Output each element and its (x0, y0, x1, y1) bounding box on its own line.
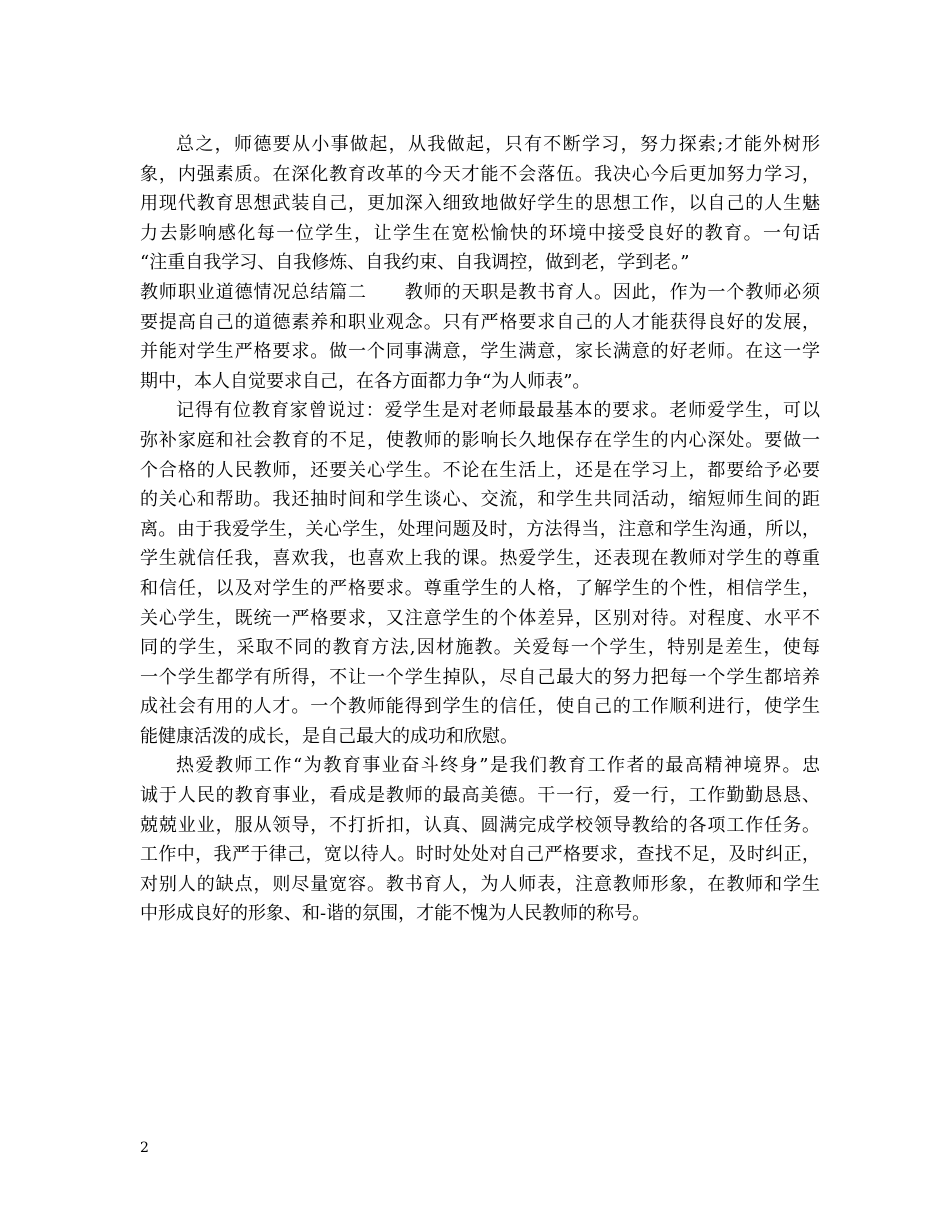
text-line: 成社会有用的人才。一个教师能得到学生的信任，使自己的工作顺利进行，使学生 (140, 696, 820, 718)
text-line: 并能对学生严格要求。做一个同事满意，学生满意，家长满意的好老师。在这一学 (140, 341, 820, 363)
text-line: 关心学生，既统一严格要求，又注意学生的个体差异，区别对待。对程度、水平不 (140, 607, 820, 629)
text-line: 工作中，我严于律己，宽以待人。时时处处对自己严格要求，查找不足，及时纠正， (140, 844, 820, 866)
body-text (140, 130, 820, 929)
text-line: 个合格的人民教师，还要关心学生。不论在生活上，还是在学习上，都要给予必要 (140, 459, 820, 481)
text-line: 期中，本人自觉要求自己，在各方面都力争“为人师表”。 (140, 370, 591, 392)
text-line: 同的学生，采取不同的教育方法,因材施教。关爱每一个学生，特别是差生，使每 (140, 637, 820, 659)
text-line: 中形成良好的形象、和-谐的氛围，才能不愧为人民教师的称号。 (140, 903, 651, 925)
text-line: 离。由于我爱学生，关心学生，处理问题及时，方法得当，注意和学生沟通，所以， (140, 518, 820, 540)
text-line: 教师职业道德情况总结篇二 教师的天职是教书育人。因此，作为一个教师必须 (140, 281, 820, 303)
page-number: 2 (140, 1140, 149, 1156)
text-line: 记得有位教育家曾说过：爱学生是对老师最最基本的要求。老师爱学生，可以 (176, 400, 820, 422)
text-line: 和信任，以及对学生的严格要求。尊重学生的人格，了解学生的个性，相信学生， (140, 577, 820, 599)
text-line: 学生就信任我，喜欢我，也喜欢上我的课。热爱学生，还表现在教师对学生的尊重 (140, 548, 820, 570)
text-line: 力去影响感化每一位学生，让学生在宽松愉快的环境中接受良好的教育。一句话 (140, 222, 820, 244)
text-line: 弥补家庭和社会教育的不足，使教师的影响长久地保存在学生的内心深处。要做一 (140, 429, 820, 451)
text-line: 要提高自己的道德素养和职业观念。只有严格要求自己的人才能获得良好的发展， (140, 311, 820, 333)
text-line: “注重自我学习、自我修炼、自我约束、自我调控，做到老，学到老。” (140, 252, 690, 274)
text-line: 兢兢业业，服从领导，不打折扣，认真、圆满完成学校领导教给的各项工作任务。 (140, 814, 820, 836)
text-line: 能健康活泼的成长，是自己最大的成功和欣慰。 (140, 725, 518, 747)
text-line: 用现代教育思想武装自己，更加深入细致地做好学生的思想工作，以自己的人生魅 (140, 193, 820, 215)
text-line: 的关心和帮助。我还抽时间和学生谈心、交流，和学生共同活动，缩短师生间的距 (140, 489, 820, 511)
text-line: 一个学生都学有所得，不让一个学生掉队，尽自己最大的努力把每一个学生都培养 (140, 666, 820, 688)
text-line: 诚于人民的教育事业，看成是教师的最高美德。干一行，爱一行，工作勤勤恳恳、 (140, 785, 820, 807)
text-line: 总之，师德要从小事做起，从我做起，只有不断学习，努力探索;才能外树形 (176, 134, 820, 155)
text-line: 象，内强素质。在深化教育改革的今天才能不会落伍。我决心今后更加努力学习， (140, 163, 820, 185)
text-line: 热爱教师工作“为教育事业奋斗终身”是我们教育工作者的最高精神境界。忠 (176, 755, 820, 777)
text-line: 对别人的缺点，则尽量宽容。教书育人，为人师表，注意教师形象，在教师和学生 (140, 873, 820, 895)
